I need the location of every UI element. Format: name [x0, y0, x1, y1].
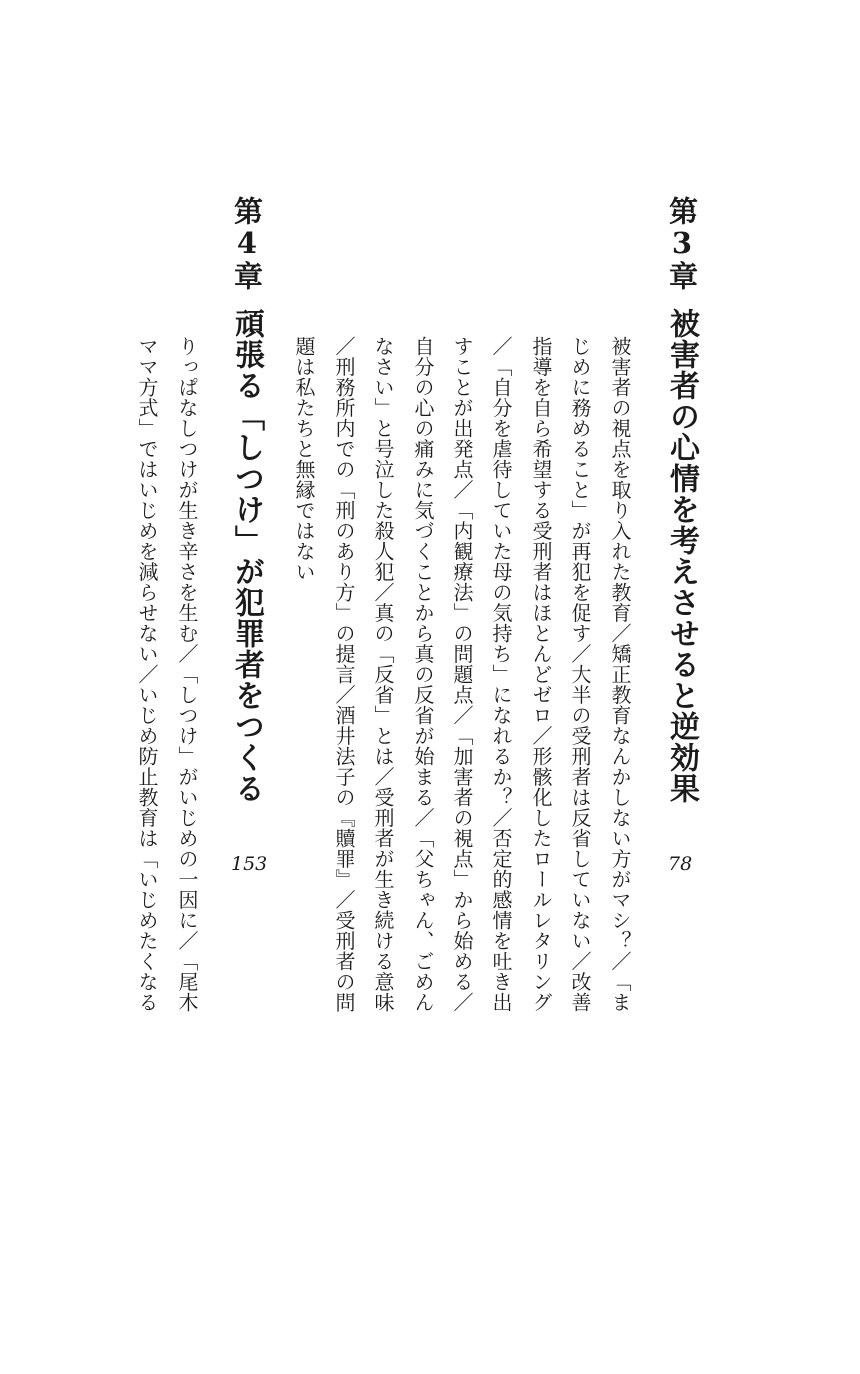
chapter3-summary-line: 被害者の視点を取り入れた教育／矯正教育なんかしない方がマシ？／「ま [608, 336, 632, 1013]
chapter3-summary-line: 題は私たちと無縁ではない [292, 336, 316, 582]
chapter3-page-number: 78 [668, 853, 693, 875]
chapter3-summary-line: 自分の心の痛みに気づくことから真の反省が始まる／「父ちゃん、ごめん [411, 336, 435, 1013]
chapter4-summary-line: ママ方式」ではいじめを減らせない／いじめ防止教育は「いじめたくなる [135, 336, 159, 1013]
chapter4-label: 第4章 [230, 196, 264, 291]
chapter3-summary-line: ／刑務所内での「刑のあり方」の提言／酒井法子の『贖罪』／受刑者の問 [332, 336, 356, 1013]
chapter4-summary-line: りっぱなしつけが生き辛さを生む／「しつけ」がいじめの一因に／「尾木 [175, 336, 199, 1013]
chapter3-label: 第3章 [665, 196, 699, 291]
chapter4-page-number: 153 [231, 853, 268, 875]
chapter3-summary-line: 指導を自ら希望する受刑者はほとんどゼロ／形骸化したロールレタリング [529, 336, 553, 1013]
chapter3-summary-line: すことが出発点／「内観療法」の問題点／「加害者の視点」から始める／ [450, 336, 474, 1013]
chapter4-title: 頑張る「しつけ」が犯罪者をつくる [229, 308, 264, 804]
chapter3-summary-line: なさい」と号泣した殺人犯／真の「反省」とは／受刑者が生き続ける意味 [371, 336, 395, 1013]
chapter3-title: 被害者の心情を考えさせると逆効果 [664, 308, 699, 804]
chapter3-summary-line: ／「自分を虐待していた母の気持ち」になれるか？／否定的感情を吐き出 [489, 336, 513, 1013]
chapter3-summary-line: じめに務めること」が再犯を促す／大半の受刑者は反省していない／改善 [568, 336, 592, 1013]
